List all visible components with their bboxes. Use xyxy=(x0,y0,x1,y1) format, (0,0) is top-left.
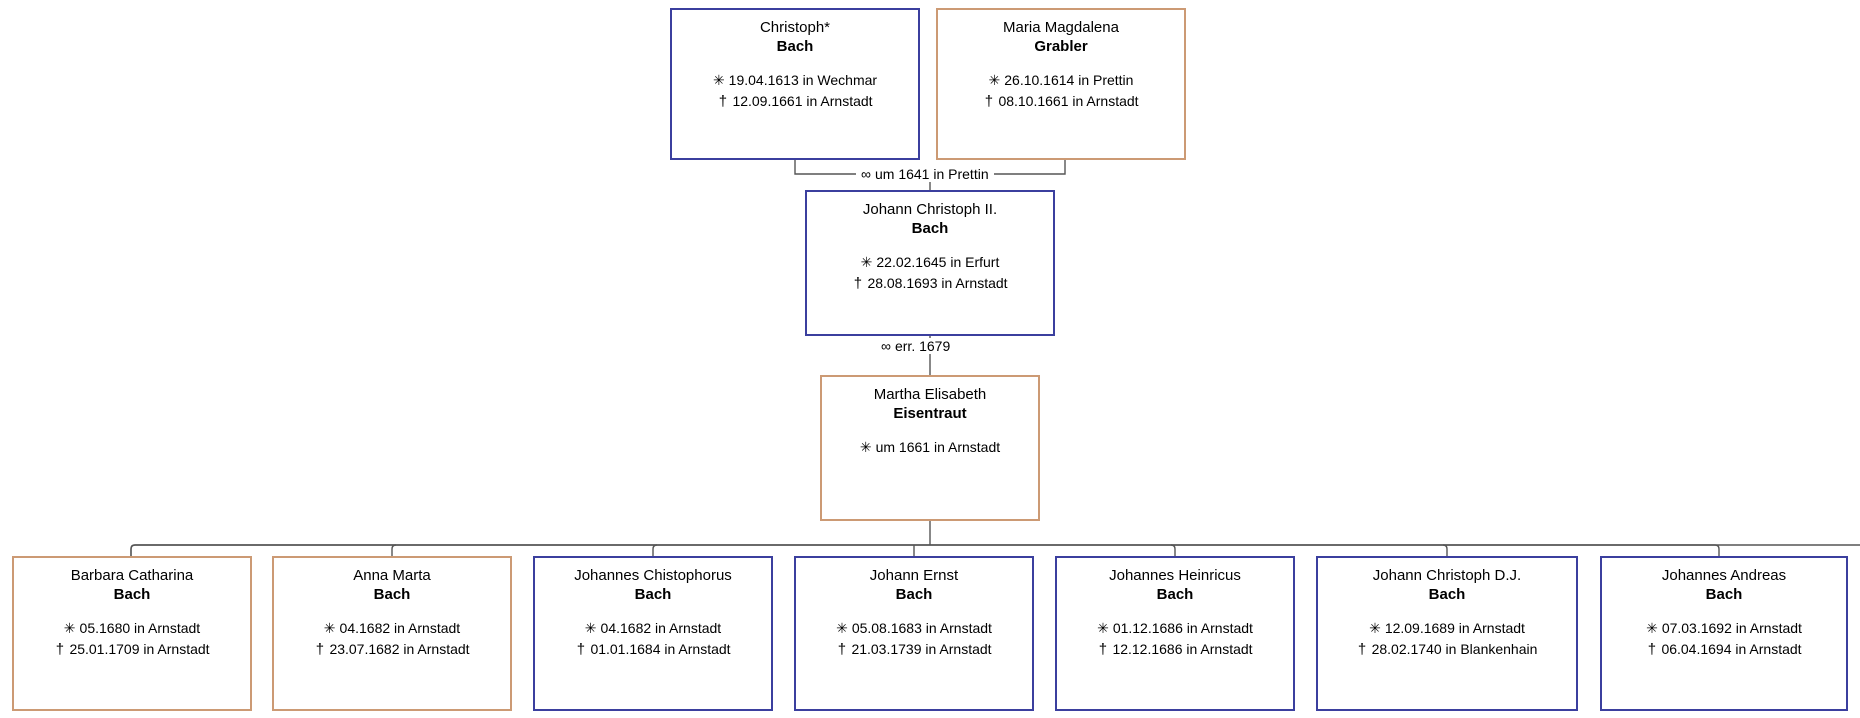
death-event xyxy=(802,639,1026,660)
birth-event xyxy=(1324,618,1570,639)
person-node-barbara-catharina-bach[interactable] xyxy=(12,556,252,711)
person-node-johannes-chistophorus-bach[interactable] xyxy=(533,556,773,711)
death-text: 06.04.1694 in Arnstadt xyxy=(1661,641,1802,657)
person-given-name: Johann Christoph D.J. xyxy=(1372,567,1522,584)
birth-icon: ✳ xyxy=(323,620,336,636)
birth-event xyxy=(944,70,1178,91)
death-text: 23.07.1682 in Arnstadt xyxy=(329,641,470,657)
birth-text: 04.1682 in Arnstadt xyxy=(600,620,722,636)
person-events xyxy=(802,618,1026,660)
marriage-label-gen1 xyxy=(856,166,994,182)
person-events xyxy=(1063,618,1287,660)
person-given-name: Anna Marta xyxy=(353,567,431,584)
birth-text: 07.03.1692 in Arnstadt xyxy=(1661,620,1802,636)
birth-text: 05.08.1683 in Arnstadt xyxy=(851,620,992,636)
birth-text: 22.02.1645 in Erfurt xyxy=(876,254,1000,270)
person-events xyxy=(828,437,1032,458)
birth-icon: ✳ xyxy=(584,620,597,636)
person-given-name: Johannes Chistophorus xyxy=(574,567,732,584)
birth-text: 19.04.1613 in Wechmar xyxy=(728,72,878,88)
death-icon: † xyxy=(837,641,847,658)
person-node-johannes-andreas-bach[interactable] xyxy=(1600,556,1848,711)
person-surname: Bach xyxy=(634,586,672,603)
death-text: 12.09.1661 in Arnstadt xyxy=(732,93,873,109)
death-icon: † xyxy=(1357,641,1367,658)
death-event xyxy=(1063,639,1287,660)
death-icon: † xyxy=(1098,641,1108,658)
birth-icon: ✳ xyxy=(1097,620,1109,636)
birth-icon: ✳ xyxy=(860,254,873,270)
birth-text: 26.10.1614 in Prettin xyxy=(1004,72,1134,88)
person-node-christoph-bach[interactable] xyxy=(670,8,920,160)
birth-text: 05.1680 in Arnstadt xyxy=(79,620,201,636)
birth-event xyxy=(1608,618,1840,639)
person-surname: Grabler xyxy=(1034,38,1088,55)
birth-icon: ✳ xyxy=(63,620,76,636)
person-node-johann-ernst-bach[interactable] xyxy=(794,556,1034,711)
death-text: 01.01.1684 in Arnstadt xyxy=(590,641,731,657)
person-surname: Bach xyxy=(1705,586,1743,603)
person-events xyxy=(20,618,244,660)
death-event xyxy=(1608,639,1840,660)
person-node-johannes-heinricus-bach[interactable] xyxy=(1055,556,1295,711)
death-text: 28.08.1693 in Arnstadt xyxy=(867,275,1008,291)
birth-text: 04.1682 in Arnstadt xyxy=(339,620,461,636)
birth-icon: ✳ xyxy=(1646,620,1658,636)
person-node-johann-christoph-ii-bach[interactable] xyxy=(805,190,1055,336)
death-icon: † xyxy=(315,641,325,658)
birth-icon: ✳ xyxy=(859,439,872,455)
marriage-text: um 1641 in Prettin xyxy=(874,166,989,182)
person-events xyxy=(541,618,765,660)
death-event xyxy=(1324,639,1570,660)
death-icon: † xyxy=(718,93,728,110)
birth-event xyxy=(280,618,504,639)
person-surname: Bach xyxy=(911,220,949,237)
birth-icon: ✳ xyxy=(836,620,848,636)
birth-icon: ✳ xyxy=(988,72,1001,88)
death-text: 28.02.1740 in Blankenhain xyxy=(1371,641,1538,657)
death-icon: † xyxy=(1647,641,1657,658)
death-event xyxy=(541,639,765,660)
birth-text: um 1661 in Arnstadt xyxy=(875,439,1001,455)
person-given-name: Maria Magdalena xyxy=(1003,19,1119,36)
person-surname: Bach xyxy=(895,586,933,603)
death-icon: † xyxy=(853,275,863,292)
birth-event xyxy=(813,252,1047,273)
death-text: 21.03.1739 in Arnstadt xyxy=(851,641,992,657)
birth-event xyxy=(802,618,1026,639)
person-surname: Bach xyxy=(1156,586,1194,603)
death-icon: † xyxy=(576,641,586,658)
birth-event xyxy=(1063,618,1287,639)
birth-icon: ✳ xyxy=(712,72,725,88)
person-surname: Bach xyxy=(1428,586,1466,603)
person-given-name: Barbara Catharina xyxy=(70,567,194,584)
marriage-label-gen2 xyxy=(876,338,955,354)
person-node-maria-magdalena-grabler[interactable] xyxy=(936,8,1186,160)
person-given-name: Johann Christoph II. xyxy=(862,201,998,218)
person-events xyxy=(678,70,912,112)
person-events xyxy=(1324,618,1570,660)
person-given-name: Johannes Heinricus xyxy=(1109,567,1241,584)
person-events xyxy=(813,252,1047,294)
person-given-name: Johannes Andreas xyxy=(1661,567,1787,584)
birth-text: 12.09.1689 in Arnstadt xyxy=(1384,620,1525,636)
marriage-text: err. 1679 xyxy=(894,338,951,354)
person-events xyxy=(280,618,504,660)
person-given-name: Johann Ernst xyxy=(869,567,959,584)
birth-event xyxy=(20,618,244,639)
birth-text: 01.12.1686 in Arnstadt xyxy=(1112,620,1253,636)
death-event xyxy=(813,273,1047,294)
person-surname: Bach xyxy=(373,586,411,603)
death-event xyxy=(678,91,912,112)
birth-icon: ✳ xyxy=(1369,620,1381,636)
death-text: 25.01.1709 in Arnstadt xyxy=(69,641,210,657)
person-node-anna-marta-bach[interactable] xyxy=(272,556,512,711)
person-events xyxy=(944,70,1178,112)
death-event xyxy=(944,91,1178,112)
person-given-name: Martha Elisabeth xyxy=(873,386,987,403)
birth-event xyxy=(541,618,765,639)
death-icon: † xyxy=(55,641,65,658)
marriage-icon: ∞ xyxy=(861,166,871,182)
person-surname: Bach xyxy=(113,586,151,603)
person-surname: Eisentraut xyxy=(893,405,967,422)
death-event xyxy=(20,639,244,660)
marriage-icon: ∞ xyxy=(881,338,891,354)
birth-event xyxy=(678,70,912,91)
birth-event xyxy=(828,437,1032,458)
person-surname: Bach xyxy=(776,38,814,55)
person-given-name: Christoph* xyxy=(759,19,831,36)
death-text: 12.12.1686 in Arnstadt xyxy=(1112,641,1253,657)
person-events xyxy=(1608,618,1840,660)
person-node-johann-christoph-dj-bach[interactable] xyxy=(1316,556,1578,711)
death-text: 08.10.1661 in Arnstadt xyxy=(998,93,1139,109)
death-event xyxy=(280,639,504,660)
death-icon: † xyxy=(984,93,994,110)
person-node-martha-elisabeth-eisentraut[interactable] xyxy=(820,375,1040,521)
